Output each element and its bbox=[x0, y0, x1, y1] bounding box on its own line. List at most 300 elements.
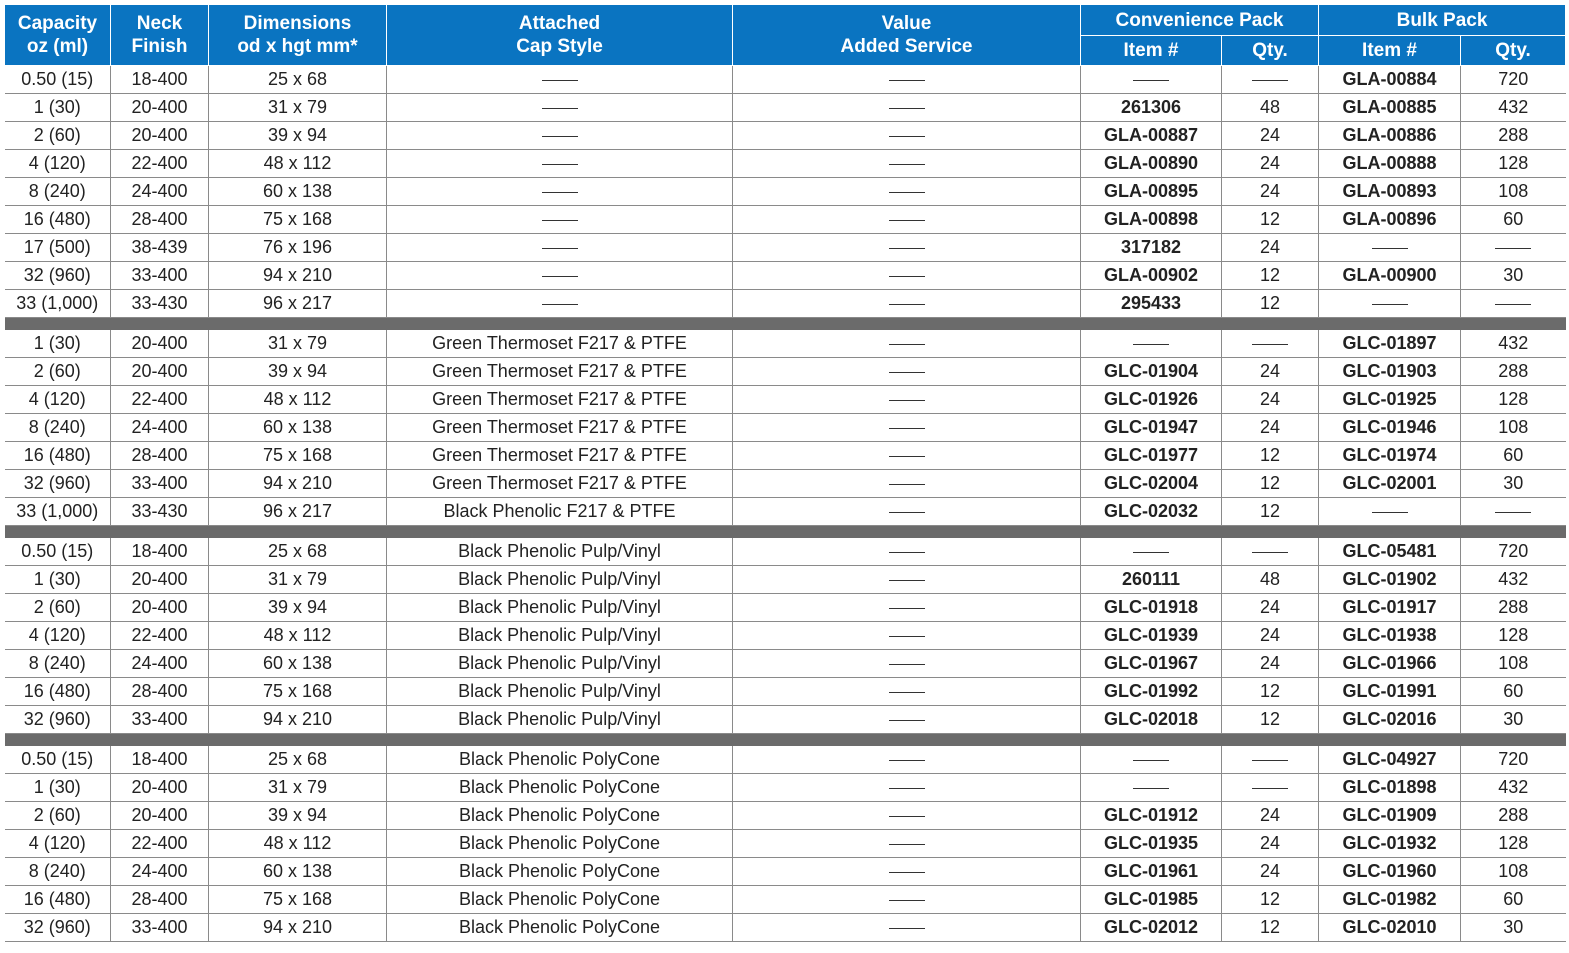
empty-dash bbox=[542, 108, 578, 109]
header-dimensions-line2: od x hgt mm* bbox=[237, 36, 358, 57]
cell-convenience-item bbox=[1081, 538, 1222, 566]
table-row bbox=[5, 206, 1566, 234]
cell-dimensions: 31 x 79 bbox=[209, 566, 387, 594]
cell-bulk-item: GLC-01974 bbox=[1319, 442, 1461, 470]
cell-neck-finish: 22-400 bbox=[111, 622, 209, 650]
cell-dimensions: 94 x 210 bbox=[209, 914, 387, 942]
cell-bulk-item: GLA-00886 bbox=[1319, 122, 1461, 150]
cell-convenience-item: GLC-01939 bbox=[1081, 622, 1222, 650]
cell-capacity: 33 (1,000) bbox=[5, 290, 111, 318]
table-row bbox=[5, 830, 1566, 858]
empty-dash bbox=[889, 552, 925, 553]
cell-cap-style bbox=[387, 206, 733, 234]
header-bulk-item: Item # bbox=[1319, 36, 1461, 66]
cell-dimensions: 75 x 168 bbox=[209, 886, 387, 914]
table-row bbox=[5, 498, 1566, 526]
empty-dash bbox=[542, 276, 578, 277]
cell-capacity: 2 (60) bbox=[5, 594, 111, 622]
cell-capacity: 0.50 (15) bbox=[5, 538, 111, 566]
cell-bulk-item: GLC-01902 bbox=[1319, 566, 1461, 594]
cell-convenience-item: GLA-00902 bbox=[1081, 262, 1222, 290]
group-separator bbox=[5, 734, 1566, 747]
cell-capacity: 4 (120) bbox=[5, 150, 111, 178]
cell-neck-finish: 33-400 bbox=[111, 914, 209, 942]
cell-bulk-item bbox=[1319, 290, 1461, 318]
cell-dimensions: 39 x 94 bbox=[209, 358, 387, 386]
cell-neck-finish: 33-400 bbox=[111, 470, 209, 498]
empty-dash bbox=[1252, 80, 1288, 81]
table-row bbox=[5, 290, 1566, 318]
cell-bulk-qty bbox=[1461, 498, 1566, 526]
empty-dash bbox=[889, 844, 925, 845]
group-separator-bar bbox=[5, 526, 1566, 539]
empty-dash bbox=[542, 164, 578, 165]
cell-dimensions: 48 x 112 bbox=[209, 622, 387, 650]
table-row bbox=[5, 94, 1566, 122]
cell-neck-finish: 24-400 bbox=[111, 858, 209, 886]
cell-bulk-qty: 288 bbox=[1461, 802, 1566, 830]
cell-bulk-qty: 432 bbox=[1461, 330, 1566, 358]
cell-dimensions: 25 x 68 bbox=[209, 66, 387, 94]
cell-dimensions: 39 x 94 bbox=[209, 802, 387, 830]
cell-value-added bbox=[733, 470, 1081, 498]
cell-capacity: 32 (960) bbox=[5, 706, 111, 734]
cell-value-added bbox=[733, 122, 1081, 150]
cell-convenience-item: 295433 bbox=[1081, 290, 1222, 318]
header-convenience-item: Item # bbox=[1081, 36, 1222, 66]
cell-convenience-item: GLC-01947 bbox=[1081, 414, 1222, 442]
header-cap-style-line1: Attached bbox=[518, 13, 601, 34]
cell-neck-finish: 28-400 bbox=[111, 678, 209, 706]
cell-neck-finish: 20-400 bbox=[111, 122, 209, 150]
table-row bbox=[5, 150, 1566, 178]
header-value-added-line2: Added Service bbox=[840, 36, 973, 57]
cell-bulk-item: GLC-02010 bbox=[1319, 914, 1461, 942]
cell-cap-style: Black Phenolic Pulp/Vinyl bbox=[387, 594, 733, 622]
header-convenience-qty: Qty. bbox=[1222, 36, 1319, 66]
cell-cap-style bbox=[387, 178, 733, 206]
table-row bbox=[5, 178, 1566, 206]
cell-bulk-item: GLC-01960 bbox=[1319, 858, 1461, 886]
cell-bulk-qty: 128 bbox=[1461, 622, 1566, 650]
empty-dash bbox=[1133, 344, 1169, 345]
empty-dash bbox=[889, 580, 925, 581]
cell-capacity: 8 (240) bbox=[5, 178, 111, 206]
header-bulk-qty: Qty. bbox=[1461, 36, 1566, 66]
table-header bbox=[5, 5, 1566, 66]
cell-convenience-item: GLC-01977 bbox=[1081, 442, 1222, 470]
cell-convenience-qty: 24 bbox=[1222, 178, 1319, 206]
cell-capacity: 8 (240) bbox=[5, 858, 111, 886]
cell-value-added bbox=[733, 358, 1081, 386]
cell-convenience-item: GLC-01904 bbox=[1081, 358, 1222, 386]
cell-cap-style: Green Thermoset F217 & PTFE bbox=[387, 442, 733, 470]
cell-bulk-item: GLC-02001 bbox=[1319, 470, 1461, 498]
empty-dash bbox=[889, 456, 925, 457]
empty-dash bbox=[889, 872, 925, 873]
cell-convenience-item: GLC-01918 bbox=[1081, 594, 1222, 622]
group-separator bbox=[5, 526, 1566, 539]
cell-convenience-item: 317182 bbox=[1081, 234, 1222, 262]
empty-dash bbox=[1372, 304, 1408, 305]
cell-dimensions: 39 x 94 bbox=[209, 122, 387, 150]
cell-capacity: 16 (480) bbox=[5, 886, 111, 914]
cell-dimensions: 31 x 79 bbox=[209, 330, 387, 358]
empty-dash bbox=[889, 136, 925, 137]
cell-convenience-qty: 12 bbox=[1222, 914, 1319, 942]
cell-value-added bbox=[733, 386, 1081, 414]
cell-cap-style: Green Thermoset F217 & PTFE bbox=[387, 386, 733, 414]
cell-bulk-item: GLA-00885 bbox=[1319, 94, 1461, 122]
cell-capacity: 2 (60) bbox=[5, 802, 111, 830]
cell-neck-finish: 22-400 bbox=[111, 150, 209, 178]
cell-convenience-qty: 24 bbox=[1222, 594, 1319, 622]
cell-bulk-item: GLC-01903 bbox=[1319, 358, 1461, 386]
cell-bulk-item: GLC-05481 bbox=[1319, 538, 1461, 566]
table-row bbox=[5, 622, 1566, 650]
cell-neck-finish: 18-400 bbox=[111, 66, 209, 94]
cell-neck-finish: 38-439 bbox=[111, 234, 209, 262]
empty-dash bbox=[889, 108, 925, 109]
cell-dimensions: 76 x 196 bbox=[209, 234, 387, 262]
cell-bulk-item: GLC-01917 bbox=[1319, 594, 1461, 622]
cell-bulk-item: GLC-01925 bbox=[1319, 386, 1461, 414]
cell-value-added bbox=[733, 234, 1081, 262]
cell-neck-finish: 22-400 bbox=[111, 830, 209, 858]
table-row bbox=[5, 650, 1566, 678]
cell-convenience-item: GLC-01935 bbox=[1081, 830, 1222, 858]
cell-convenience-qty bbox=[1222, 538, 1319, 566]
cell-capacity: 1 (30) bbox=[5, 94, 111, 122]
empty-dash bbox=[889, 248, 925, 249]
cell-bulk-item: GLC-01946 bbox=[1319, 414, 1461, 442]
cell-convenience-qty: 12 bbox=[1222, 678, 1319, 706]
cell-bulk-qty: 60 bbox=[1461, 678, 1566, 706]
group-separator-bar bbox=[5, 318, 1566, 331]
cell-convenience-item: 260111 bbox=[1081, 566, 1222, 594]
empty-dash bbox=[889, 636, 925, 637]
cell-value-added bbox=[733, 746, 1081, 774]
cell-bulk-qty: 30 bbox=[1461, 470, 1566, 498]
cell-dimensions: 96 x 217 bbox=[209, 290, 387, 318]
empty-dash bbox=[542, 248, 578, 249]
empty-dash bbox=[542, 136, 578, 137]
empty-dash bbox=[889, 484, 925, 485]
empty-dash bbox=[889, 760, 925, 761]
cell-cap-style bbox=[387, 122, 733, 150]
cell-neck-finish: 20-400 bbox=[111, 94, 209, 122]
cell-convenience-qty: 12 bbox=[1222, 706, 1319, 734]
header-value-added-line1: Value bbox=[881, 13, 932, 34]
cell-convenience-item: GLC-01912 bbox=[1081, 802, 1222, 830]
empty-dash bbox=[1252, 552, 1288, 553]
cell-convenience-qty: 24 bbox=[1222, 650, 1319, 678]
cell-capacity: 16 (480) bbox=[5, 442, 111, 470]
cell-bulk-qty: 108 bbox=[1461, 414, 1566, 442]
cell-bulk-item: GLC-01966 bbox=[1319, 650, 1461, 678]
cell-value-added bbox=[733, 262, 1081, 290]
cell-dimensions: 60 x 138 bbox=[209, 178, 387, 206]
cell-dimensions: 39 x 94 bbox=[209, 594, 387, 622]
cell-convenience-qty bbox=[1222, 330, 1319, 358]
cell-neck-finish: 18-400 bbox=[111, 746, 209, 774]
cell-convenience-qty: 48 bbox=[1222, 94, 1319, 122]
cell-dimensions: 75 x 168 bbox=[209, 678, 387, 706]
cell-bulk-qty: 30 bbox=[1461, 262, 1566, 290]
cell-dimensions: 48 x 112 bbox=[209, 386, 387, 414]
empty-dash bbox=[1495, 512, 1531, 513]
header-dimensions-line1: Dimensions bbox=[243, 13, 352, 34]
cell-cap-style: Black Phenolic PolyCone bbox=[387, 802, 733, 830]
header-convenience-pack: Convenience Pack bbox=[1081, 5, 1319, 36]
table-row bbox=[5, 886, 1566, 914]
cell-value-added bbox=[733, 774, 1081, 802]
cell-bulk-qty: 288 bbox=[1461, 594, 1566, 622]
cell-dimensions: 31 x 79 bbox=[209, 94, 387, 122]
cell-value-added bbox=[733, 622, 1081, 650]
cell-capacity: 1 (30) bbox=[5, 330, 111, 358]
group-separator bbox=[5, 318, 1566, 331]
cell-value-added bbox=[733, 150, 1081, 178]
empty-dash bbox=[889, 720, 925, 721]
cell-convenience-item bbox=[1081, 66, 1222, 94]
table-row bbox=[5, 66, 1566, 94]
cell-convenience-item: GLC-01967 bbox=[1081, 650, 1222, 678]
cell-value-added bbox=[733, 678, 1081, 706]
cell-bulk-item: GLC-02016 bbox=[1319, 706, 1461, 734]
cell-bulk-qty: 288 bbox=[1461, 358, 1566, 386]
cell-bulk-item: GLA-00896 bbox=[1319, 206, 1461, 234]
empty-dash bbox=[889, 164, 925, 165]
cell-capacity: 16 (480) bbox=[5, 206, 111, 234]
header-value-added-service bbox=[733, 5, 1081, 66]
table-row bbox=[5, 678, 1566, 706]
empty-dash bbox=[889, 220, 925, 221]
cell-value-added bbox=[733, 830, 1081, 858]
cell-value-added bbox=[733, 802, 1081, 830]
table-row bbox=[5, 330, 1566, 358]
cell-bulk-qty: 108 bbox=[1461, 650, 1566, 678]
cell-convenience-item: GLC-01985 bbox=[1081, 886, 1222, 914]
cell-value-added bbox=[733, 594, 1081, 622]
cell-convenience-qty: 12 bbox=[1222, 498, 1319, 526]
cell-bulk-qty: 432 bbox=[1461, 566, 1566, 594]
empty-dash bbox=[1133, 552, 1169, 553]
cell-cap-style: Black Phenolic Pulp/Vinyl bbox=[387, 622, 733, 650]
cell-cap-style bbox=[387, 290, 733, 318]
cell-convenience-qty: 12 bbox=[1222, 206, 1319, 234]
cell-bulk-qty: 60 bbox=[1461, 442, 1566, 470]
empty-dash bbox=[889, 192, 925, 193]
cell-convenience-item: GLC-02018 bbox=[1081, 706, 1222, 734]
cell-dimensions: 60 x 138 bbox=[209, 650, 387, 678]
cell-dimensions: 60 x 138 bbox=[209, 858, 387, 886]
cell-bulk-item: GLA-00884 bbox=[1319, 66, 1461, 94]
cell-cap-style: Black Phenolic Pulp/Vinyl bbox=[387, 706, 733, 734]
cell-convenience-item: GLA-00887 bbox=[1081, 122, 1222, 150]
cell-neck-finish: 24-400 bbox=[111, 178, 209, 206]
cell-neck-finish: 20-400 bbox=[111, 330, 209, 358]
cell-neck-finish: 20-400 bbox=[111, 774, 209, 802]
cell-dimensions: 94 x 210 bbox=[209, 262, 387, 290]
table-row bbox=[5, 470, 1566, 498]
cell-capacity: 33 (1,000) bbox=[5, 498, 111, 526]
cell-dimensions: 75 x 168 bbox=[209, 442, 387, 470]
empty-dash bbox=[889, 512, 925, 513]
cell-value-added bbox=[733, 706, 1081, 734]
cell-value-added bbox=[733, 290, 1081, 318]
cell-convenience-qty: 24 bbox=[1222, 358, 1319, 386]
cell-neck-finish: 20-400 bbox=[111, 358, 209, 386]
empty-dash bbox=[889, 788, 925, 789]
cell-capacity: 32 (960) bbox=[5, 470, 111, 498]
empty-dash bbox=[889, 276, 925, 277]
empty-dash bbox=[1252, 788, 1288, 789]
cell-bulk-item: GLA-00900 bbox=[1319, 262, 1461, 290]
cell-value-added bbox=[733, 442, 1081, 470]
cell-cap-style: Black Phenolic PolyCone bbox=[387, 858, 733, 886]
cell-capacity: 8 (240) bbox=[5, 414, 111, 442]
cell-bulk-qty: 128 bbox=[1461, 386, 1566, 414]
cell-value-added bbox=[733, 414, 1081, 442]
empty-dash bbox=[889, 372, 925, 373]
cell-cap-style: Black Phenolic Pulp/Vinyl bbox=[387, 538, 733, 566]
cell-convenience-qty: 24 bbox=[1222, 830, 1319, 858]
cell-convenience-item bbox=[1081, 746, 1222, 774]
table-row bbox=[5, 802, 1566, 830]
cell-convenience-item: GLC-01926 bbox=[1081, 386, 1222, 414]
cell-convenience-qty bbox=[1222, 746, 1319, 774]
cell-neck-finish: 20-400 bbox=[111, 802, 209, 830]
bottle-product-table bbox=[4, 4, 1566, 942]
empty-dash bbox=[1372, 248, 1408, 249]
cell-bulk-qty: 128 bbox=[1461, 830, 1566, 858]
cell-bulk-qty: 30 bbox=[1461, 914, 1566, 942]
cell-capacity: 0.50 (15) bbox=[5, 746, 111, 774]
cell-cap-style bbox=[387, 262, 733, 290]
cell-convenience-qty: 24 bbox=[1222, 414, 1319, 442]
cell-neck-finish: 28-400 bbox=[111, 442, 209, 470]
cell-neck-finish: 24-400 bbox=[111, 650, 209, 678]
cell-cap-style bbox=[387, 94, 733, 122]
cell-capacity: 0.50 (15) bbox=[5, 66, 111, 94]
cell-cap-style: Black Phenolic PolyCone bbox=[387, 746, 733, 774]
table-row bbox=[5, 442, 1566, 470]
cell-cap-style: Green Thermoset F217 & PTFE bbox=[387, 414, 733, 442]
header-cap-style-line2: Cap Style bbox=[516, 36, 603, 57]
cell-value-added bbox=[733, 498, 1081, 526]
table-row bbox=[5, 414, 1566, 442]
cell-convenience-item bbox=[1081, 330, 1222, 358]
cell-capacity: 16 (480) bbox=[5, 678, 111, 706]
cell-dimensions: 60 x 138 bbox=[209, 414, 387, 442]
cell-convenience-item: GLC-02004 bbox=[1081, 470, 1222, 498]
cell-convenience-item: GLA-00898 bbox=[1081, 206, 1222, 234]
empty-dash bbox=[1133, 788, 1169, 789]
table-row bbox=[5, 386, 1566, 414]
cell-neck-finish: 33-430 bbox=[111, 498, 209, 526]
cell-bulk-qty: 288 bbox=[1461, 122, 1566, 150]
header-neck-line2: Finish bbox=[131, 36, 188, 57]
table-row bbox=[5, 774, 1566, 802]
empty-dash bbox=[542, 304, 578, 305]
cell-dimensions: 25 x 68 bbox=[209, 746, 387, 774]
product-table-container bbox=[4, 4, 1565, 942]
empty-dash bbox=[889, 816, 925, 817]
cell-bulk-qty: 432 bbox=[1461, 94, 1566, 122]
header-capacity-line1: Capacity bbox=[17, 13, 98, 34]
cell-value-added bbox=[733, 94, 1081, 122]
cell-convenience-qty: 24 bbox=[1222, 234, 1319, 262]
cell-bulk-qty: 432 bbox=[1461, 774, 1566, 802]
cell-value-added bbox=[733, 650, 1081, 678]
header-capacity bbox=[5, 5, 111, 66]
cell-bulk-item: GLC-01898 bbox=[1319, 774, 1461, 802]
cell-bulk-qty: 108 bbox=[1461, 858, 1566, 886]
cell-bulk-qty bbox=[1461, 290, 1566, 318]
cell-cap-style: Black Phenolic Pulp/Vinyl bbox=[387, 678, 733, 706]
cell-bulk-qty: 60 bbox=[1461, 886, 1566, 914]
table-row bbox=[5, 122, 1566, 150]
cell-bulk-item: GLC-01938 bbox=[1319, 622, 1461, 650]
cell-neck-finish: 24-400 bbox=[111, 414, 209, 442]
cell-capacity: 4 (120) bbox=[5, 386, 111, 414]
cell-dimensions: 25 x 68 bbox=[209, 538, 387, 566]
cell-bulk-item: GLA-00893 bbox=[1319, 178, 1461, 206]
empty-dash bbox=[889, 400, 925, 401]
cell-convenience-qty bbox=[1222, 66, 1319, 94]
cell-bulk-qty: 60 bbox=[1461, 206, 1566, 234]
cell-cap-style: Black Phenolic PolyCone bbox=[387, 886, 733, 914]
cell-bulk-qty: 720 bbox=[1461, 746, 1566, 774]
cell-bulk-item: GLA-00888 bbox=[1319, 150, 1461, 178]
cell-bulk-qty: 30 bbox=[1461, 706, 1566, 734]
cell-convenience-item: GLC-02032 bbox=[1081, 498, 1222, 526]
cell-convenience-qty: 24 bbox=[1222, 858, 1319, 886]
cell-cap-style: Black Phenolic PolyCone bbox=[387, 914, 733, 942]
header-dimensions bbox=[209, 5, 387, 66]
cell-cap-style: Black Phenolic PolyCone bbox=[387, 774, 733, 802]
table-row bbox=[5, 706, 1566, 734]
cell-dimensions: 48 x 112 bbox=[209, 830, 387, 858]
cell-cap-style bbox=[387, 150, 733, 178]
empty-dash bbox=[889, 80, 925, 81]
table-row bbox=[5, 594, 1566, 622]
table-row bbox=[5, 858, 1566, 886]
header-cap-style bbox=[387, 5, 733, 66]
cell-bulk-item bbox=[1319, 498, 1461, 526]
empty-dash bbox=[889, 428, 925, 429]
table-row bbox=[5, 262, 1566, 290]
cell-capacity: 1 (30) bbox=[5, 566, 111, 594]
cell-capacity: 1 (30) bbox=[5, 774, 111, 802]
cell-cap-style: Black Phenolic F217 & PTFE bbox=[387, 498, 733, 526]
table-row bbox=[5, 566, 1566, 594]
cell-convenience-qty: 24 bbox=[1222, 386, 1319, 414]
cell-convenience-qty: 12 bbox=[1222, 290, 1319, 318]
cell-bulk-qty: 720 bbox=[1461, 538, 1566, 566]
cell-cap-style bbox=[387, 66, 733, 94]
cell-bulk-qty: 108 bbox=[1461, 178, 1566, 206]
empty-dash bbox=[1495, 248, 1531, 249]
cell-capacity: 2 (60) bbox=[5, 358, 111, 386]
cell-dimensions: 96 x 217 bbox=[209, 498, 387, 526]
cell-cap-style: Black Phenolic PolyCone bbox=[387, 830, 733, 858]
cell-convenience-item bbox=[1081, 774, 1222, 802]
cell-value-added bbox=[733, 178, 1081, 206]
header-neck-finish bbox=[111, 5, 209, 66]
cell-bulk-item: GLC-01982 bbox=[1319, 886, 1461, 914]
